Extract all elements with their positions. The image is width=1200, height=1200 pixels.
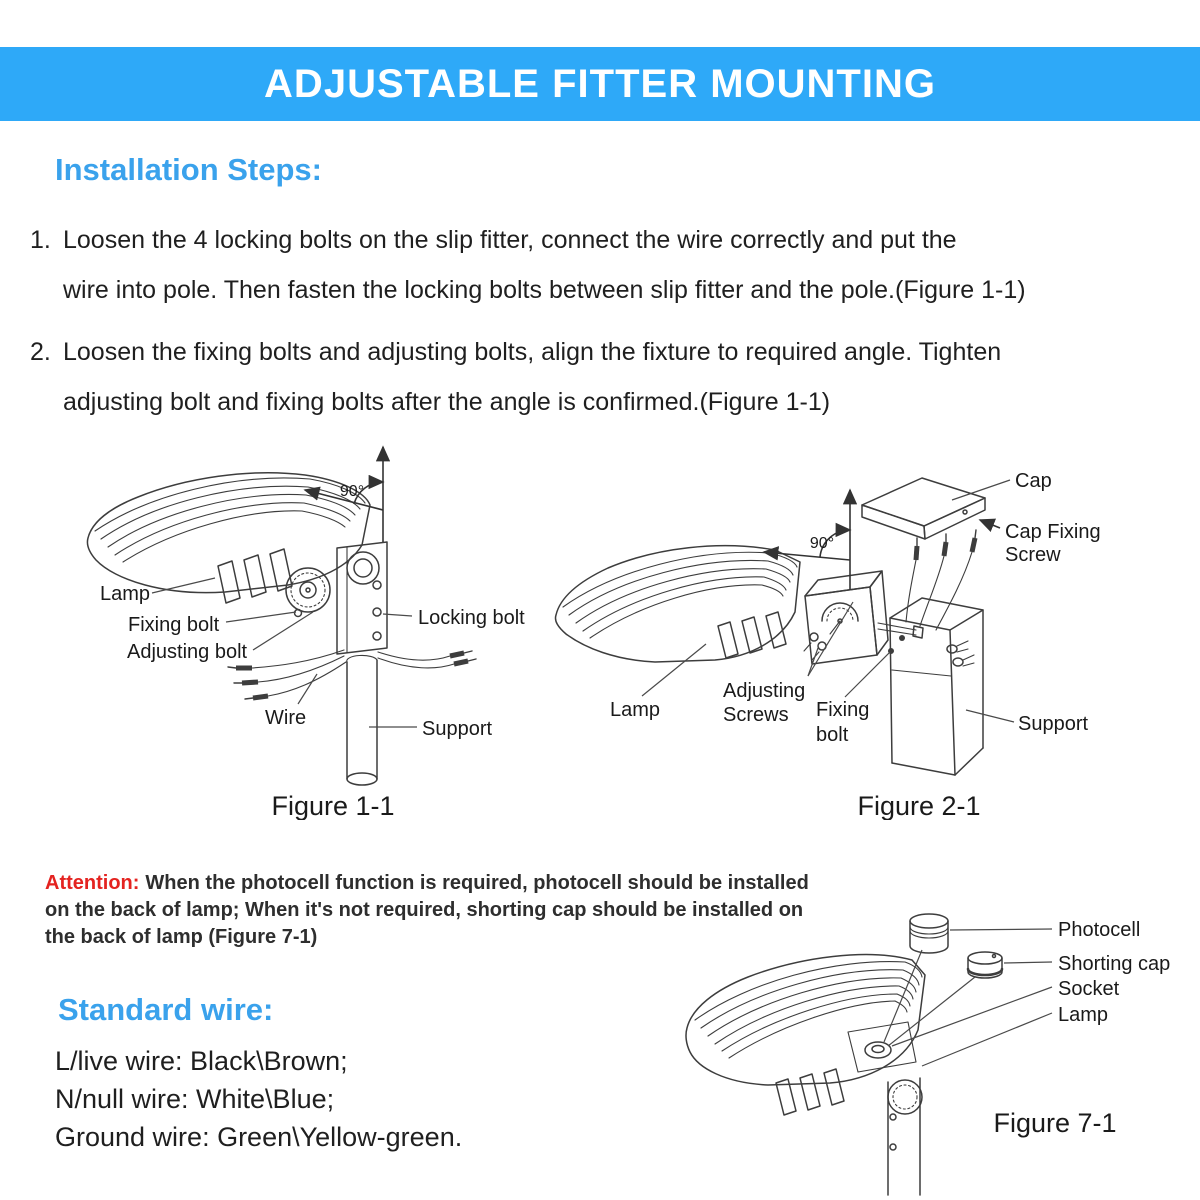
wire-spec-live: L/live wire: Black\Brown;	[55, 1046, 348, 1076]
attention-text: When the photocell function is required, photocell should be installed	[145, 872, 809, 894]
step-line: wire into pole. Then fasten the locking bolts between slip fitter and the pole.(Figure 1-1)	[63, 276, 1026, 304]
attention-text: on the back of lamp; When it's not required, shorting cap should be installed on	[45, 899, 804, 921]
adjusting-bolt-label: Adjusting bolt	[127, 641, 248, 663]
support-label: Support	[422, 718, 493, 740]
angle-arrows	[764, 490, 850, 590]
figure1-callouts	[100, 578, 525, 820]
step-line: Loosen the fixing bolts and adjusting bolts, align the fixture to required angle. Tighten	[63, 338, 1002, 366]
support-pole-drawing	[347, 655, 377, 785]
angle-label: 90°	[339, 483, 365, 500]
photocell-label: Photocell	[1058, 919, 1141, 941]
adjusting-block-drawing	[804, 571, 923, 664]
mount-arm-drawing	[888, 1078, 922, 1195]
title-banner	[0, 47, 1200, 121]
step-line: Loosen the 4 locking bolts on the slip fitter, connect the wire correctly and put the	[63, 226, 957, 254]
shorting-cap-drawing	[968, 952, 1002, 978]
figure-2-1-diagram	[550, 450, 1195, 820]
fixing-bolt-label: bolt	[816, 724, 849, 746]
lamp-head-drawing	[555, 546, 800, 662]
attention-text: the back of lamp (Figure 7-1)	[45, 926, 318, 948]
socket-label: Socket	[1058, 978, 1120, 1000]
angle-arrows	[305, 447, 383, 542]
figure-7-1-diagram	[620, 895, 1190, 1200]
installation-step-2	[30, 327, 1001, 427]
lamp-label: Lamp	[100, 583, 151, 605]
photocell-drawing	[910, 914, 948, 953]
fixing-bolt-label: Fixing bolt	[128, 614, 220, 636]
standard-wire-heading: Standard wire:	[58, 992, 274, 1027]
fixing-bolt-label: Fixing	[816, 699, 870, 721]
adjusting-screws-label: Adjusting	[723, 680, 806, 702]
figure-1-1-diagram	[60, 430, 540, 820]
angle-label: 90°	[809, 535, 835, 552]
figure2-caption: Figure 2-1	[857, 791, 981, 820]
support-box-drawing	[888, 598, 983, 775]
figure2-callouts	[610, 470, 1101, 820]
cap-fixing-screw-label: Screw	[1005, 544, 1061, 566]
support-label: Support	[1018, 713, 1089, 735]
locking-bolt-label: Locking bolt	[418, 607, 525, 629]
attention-line	[45, 870, 809, 897]
step-number: 1.	[30, 226, 51, 254]
wire-label: Wire	[265, 707, 307, 729]
step-text	[63, 215, 1026, 315]
adjusting-screws-label: Screws	[723, 704, 789, 726]
cap-drawing	[862, 478, 985, 539]
wires-drawing	[906, 530, 976, 630]
lamp-label: Lamp	[1058, 1004, 1109, 1026]
standard-wire-list	[55, 1042, 462, 1156]
wires-drawing	[228, 650, 476, 699]
wire-spec-ground: Ground wire: Green\Yellow-green.	[55, 1122, 463, 1152]
installation-step-1	[30, 215, 1026, 315]
cap-fixing-screw-label: Cap Fixing	[1005, 521, 1101, 543]
figure7-callouts	[884, 919, 1170, 1138]
mount-bracket-drawing	[286, 542, 387, 654]
step-line: adjusting bolt and fixing bolts after the angle is confirmed.(Figure 1-1)	[63, 388, 831, 416]
wire-spec-null: N/null wire: White\Blue;	[55, 1084, 335, 1114]
installation-steps-heading: Installation Steps:	[55, 152, 322, 187]
lamp-label: Lamp	[610, 699, 661, 721]
attention-label: Attention:	[45, 872, 140, 894]
step-text	[63, 327, 1001, 427]
cap-label: Cap	[1015, 470, 1052, 492]
figure1-caption: Figure 1-1	[271, 791, 395, 820]
step-number: 2.	[30, 338, 51, 366]
page-title: ADJUSTABLE FITTER MOUNTING	[264, 61, 936, 106]
figure7-caption: Figure 7-1	[993, 1108, 1117, 1138]
socket-drawing	[865, 1042, 891, 1058]
shorting-cap-label: Shorting cap	[1058, 953, 1171, 975]
